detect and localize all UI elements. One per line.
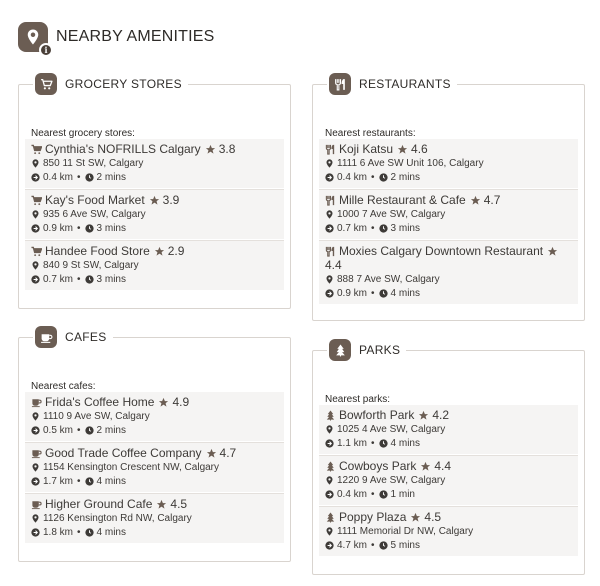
map-pin-icon: [31, 210, 40, 219]
list-item[interactable]: Mille Restaurant & Cafe 4.7 1000 7 Ave SW, Calgary 0.7 km • 3 mins: [319, 189, 578, 240]
map-pin-icon: [325, 275, 334, 284]
arrow-circle-icon: [31, 477, 40, 486]
time: 4 mins: [390, 288, 420, 299]
place-name[interactable]: Handee Food Store: [45, 244, 150, 258]
list-item[interactable]: Good Trade Coffee Company 4.7 1154 Kensington Crescent NW, Calgary 1.7 km • 4 mins: [25, 442, 284, 493]
arrow-circle-icon: [31, 275, 40, 284]
rating: 4.6: [411, 142, 428, 156]
coffee-icon: [35, 326, 57, 348]
rating: 4.7: [219, 446, 237, 460]
map-pin-icon: [31, 261, 40, 270]
address: 1111 Memorial Dr NW, Calgary: [337, 526, 474, 537]
star-icon: [154, 246, 165, 257]
star-icon: [397, 144, 408, 155]
rating: 4.9: [172, 395, 190, 409]
rating: 3.9: [162, 193, 180, 207]
map-pin-icon: [31, 159, 40, 168]
rating: 4.2: [432, 408, 450, 422]
clock-icon: [379, 490, 388, 499]
time: 2 mins: [96, 425, 126, 436]
utensils-icon: [325, 246, 336, 257]
list-item[interactable]: Bowforth Park 4.2 1025 4 Ave SW, Calgary 1.1 km • 4 mins: [319, 405, 578, 455]
place-name[interactable]: Bowforth Park: [339, 408, 415, 422]
place-name[interactable]: Frida's Coffee Home: [45, 395, 155, 409]
grocery-intro: Nearest grocery stores:: [31, 128, 135, 139]
cart-icon: [31, 246, 42, 257]
clock-icon: [85, 426, 94, 435]
page-title: NEARBY AMENITIES: [56, 28, 215, 45]
grocery-card-header: [33, 73, 188, 95]
clock-icon: [379, 173, 388, 182]
address: 1126 Kensington Rd NW, Calgary: [43, 513, 192, 524]
address: 1220 9 Ave SW, Calgary: [337, 475, 446, 486]
utensils-icon: [325, 144, 336, 155]
map-pin-icon: [31, 514, 40, 523]
tree-icon: [329, 339, 351, 361]
arrow-circle-icon: [325, 224, 334, 233]
place-name[interactable]: Moxies Calgary Downtown Restaurant: [339, 244, 544, 258]
address: 1111 6 Ave SW Unit 106, Calgary: [337, 158, 484, 169]
coffee-icon: [31, 448, 42, 459]
clock-icon: [379, 289, 388, 298]
time: 3 mins: [96, 274, 126, 285]
star-icon: [410, 512, 421, 523]
address: 1110 9 Ave SW, Calgary: [43, 411, 150, 422]
arrow-circle-icon: [31, 426, 40, 435]
address: 1025 4 Ave SW, Calgary: [337, 424, 446, 435]
clock-icon: [85, 173, 94, 182]
time: 4 mins: [390, 438, 420, 449]
cart-icon: [31, 195, 42, 206]
rating: 4.7: [483, 193, 501, 207]
address: 840 9 St SW, Calgary: [43, 260, 139, 271]
clock-icon: [85, 477, 94, 486]
map-pin-icon: [325, 210, 334, 219]
clock-icon: [379, 224, 388, 233]
rating: 4.5: [424, 510, 442, 524]
place-name[interactable]: Cynthia's NOFRILLS Calgary: [45, 142, 201, 156]
time: 2 mins: [96, 172, 126, 183]
star-icon: [206, 448, 217, 459]
place-name[interactable]: Good Trade Coffee Company: [45, 446, 202, 460]
arrow-circle-icon: [325, 541, 334, 550]
place-name[interactable]: Mille Restaurant & Cafe: [339, 193, 466, 207]
parks-card-title: PARKS: [359, 343, 401, 357]
star-icon: [547, 246, 558, 257]
distance: 0.5 km: [43, 425, 74, 436]
cafes-intro: Nearest cafes:: [31, 381, 96, 392]
distance: 0.7 km: [337, 223, 368, 234]
place-name[interactable]: Higher Ground Cafe: [45, 497, 153, 511]
time: 5 mins: [390, 540, 420, 551]
time: 3 mins: [96, 223, 126, 234]
utensils-icon: [329, 73, 351, 95]
tree-icon: [325, 461, 336, 472]
clock-icon: [379, 439, 388, 448]
arrow-circle-icon: [325, 289, 334, 298]
utensils-icon: [325, 195, 336, 206]
distance: 0.4 km: [337, 489, 368, 500]
rating: 4.4: [434, 459, 452, 473]
distance: 0.7 km: [43, 274, 74, 285]
arrow-circle-icon: [325, 439, 334, 448]
star-icon: [420, 461, 431, 472]
distance: 1.8 km: [43, 527, 74, 538]
arrow-circle-icon: [31, 224, 40, 233]
distance: 1.1 km: [337, 438, 368, 449]
coffee-icon: [31, 397, 42, 408]
list-item[interactable]: Cynthia's NOFRILLS Calgary 3.8 850 11 St SW, Calgary 0.4 km • 2 mins: [25, 139, 284, 189]
clock-icon: [85, 528, 94, 537]
time: 4 mins: [96, 527, 126, 538]
page-header: [18, 22, 215, 55]
map-pin-icon: [325, 159, 334, 168]
rating: 4.4: [325, 258, 342, 272]
clock-icon: [85, 224, 94, 233]
list-item[interactable]: Higher Ground Cafe 4.5 1126 Kensington Rd NW, Calgary 1.8 km • 4 mins: [25, 493, 284, 544]
address: 850 11 St SW, Calgary: [43, 158, 144, 169]
distance: 0.4 km: [43, 172, 74, 183]
arrow-circle-icon: [31, 528, 40, 537]
rating: 2.9: [167, 244, 185, 258]
time: 3 mins: [390, 223, 420, 234]
place-name[interactable]: Kay's Food Market: [45, 193, 145, 207]
list-item[interactable]: Kay's Food Market 3.9 935 6 Ave SW, Calgary 0.9 km • 3 mins: [25, 189, 284, 240]
distance: 0.4 km: [337, 172, 368, 183]
distance: 0.9 km: [43, 223, 74, 234]
distance: 1.7 km: [43, 476, 74, 487]
address: 888 7 Ave SW, Calgary: [337, 274, 440, 285]
list-item[interactable]: Frida's Coffee Home 4.9 1110 9 Ave SW, Calgary 0.5 km • 2 mins: [25, 392, 284, 442]
map-pin-icon: [325, 476, 334, 485]
time: 4 mins: [96, 476, 126, 487]
list-item[interactable]: Cowboys Park 4.4 1220 9 Ave SW, Calgary 0.4 km • 1 min: [319, 455, 578, 506]
cafes-card: [18, 330, 291, 562]
star-icon: [156, 499, 167, 510]
parks-card-header: [327, 339, 406, 361]
arrow-circle-icon: [325, 490, 334, 499]
map-pin-icon: [325, 425, 334, 434]
rating: 4.5: [170, 497, 188, 511]
address: 1000 7 Ave SW, Calgary: [337, 209, 446, 220]
coffee-icon: [31, 499, 42, 510]
restaurants-card: [312, 77, 585, 321]
rating: 3.8: [218, 142, 236, 156]
tree-icon: [325, 512, 336, 523]
map-pin-icon: [31, 463, 40, 472]
distance: 0.9 km: [337, 288, 368, 299]
place-name[interactable]: Cowboys Park: [339, 459, 417, 473]
star-icon: [470, 195, 481, 206]
cart-icon: [35, 73, 57, 95]
map-pin-icon: [325, 527, 334, 536]
distance: 4.7 km: [337, 540, 368, 551]
tree-icon: [325, 410, 336, 421]
place-name[interactable]: Poppy Plaza: [339, 510, 407, 524]
star-icon: [158, 397, 169, 408]
place-name[interactable]: Koji Katsu: [339, 142, 394, 156]
clock-icon: [85, 275, 94, 284]
map-pin-icon: [31, 412, 40, 421]
star-icon: [418, 410, 429, 421]
time: 1 min: [390, 489, 415, 500]
list-item[interactable]: Poppy Plaza 4.5 1111 Memorial Dr NW, Calgary 4.7 km • 5 mins: [319, 506, 578, 557]
cart-icon: [31, 144, 42, 155]
arrow-circle-icon: [31, 173, 40, 182]
address: 1154 Kensington Crescent NW, Calgary: [43, 462, 220, 473]
parks-card: [312, 343, 585, 575]
address: 935 6 Ave SW, Calgary: [43, 209, 146, 220]
cafes-card-title: CAFES: [65, 330, 107, 344]
list-item[interactable]: Moxies Calgary Downtown Restaurant 4.4 888 7 Ave SW, Calgary 0.9 km • 4 mins: [319, 240, 578, 305]
grocery-card: [18, 77, 291, 309]
grocery-card-title: GROCERY STORES: [65, 77, 182, 91]
arrow-circle-icon: [325, 173, 334, 182]
parks-intro: Nearest parks:: [325, 394, 391, 405]
location-info-icon: i: [18, 22, 48, 52]
list-item[interactable]: Koji Katsu 4.6 1111 6 Ave SW Unit 106, Calgary 0.4 km • 2 mins: [319, 139, 578, 189]
restaurants-intro: Nearest restaurants:: [325, 128, 416, 139]
list-item[interactable]: Handee Food Store 2.9 840 9 St SW, Calgary 0.7 km • 3 mins: [25, 240, 284, 291]
time: 2 mins: [390, 172, 420, 183]
clock-icon: [379, 541, 388, 550]
restaurants-card-title: RESTAURANTS: [359, 77, 451, 91]
restaurants-card-header: [327, 73, 457, 95]
star-icon: [205, 144, 216, 155]
cafes-card-header: [33, 326, 113, 348]
star-icon: [149, 195, 160, 206]
